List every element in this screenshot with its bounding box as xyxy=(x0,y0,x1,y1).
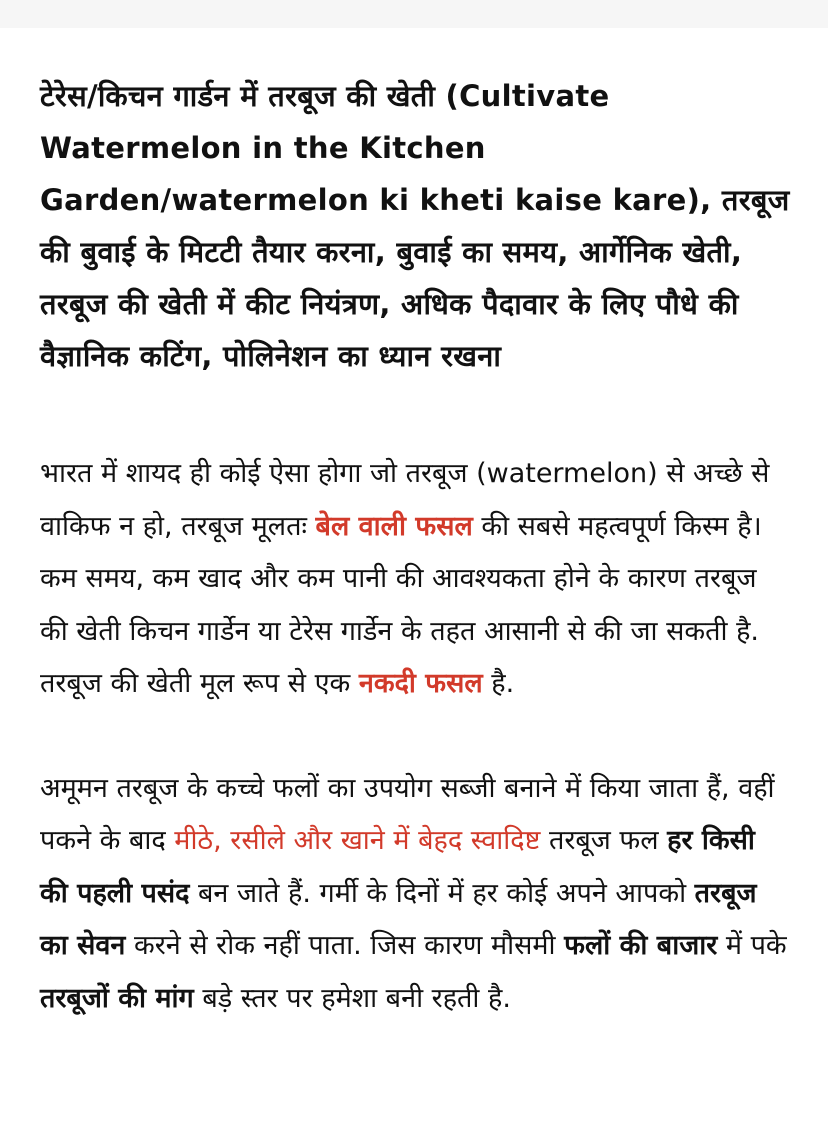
p2-text-1: अमूमन तरबूज के कच्चे फलों का उपयोग सब्जी बनाने में किया जाता हैं, वहीं पकने के बाद xyxy=(40,772,775,856)
p1-text-1: भारत में शायद ही कोई ऐसा होगा जो तरबूज (watermelon) से अच्छे से वाकिफ न हो, तरबूज मूलतः xyxy=(40,458,770,542)
top-strip xyxy=(0,0,828,28)
p2-text-5: में पके xyxy=(717,930,787,961)
intro-paragraph xyxy=(40,448,792,711)
p2-text-6: बड़े स्तर पर हमेशा बनी रहती है. xyxy=(193,982,511,1014)
bold-pehli-pasand: हर किसी की पहली पसंद xyxy=(40,825,755,909)
p2-text-4: करने से रोक नहीं पाता. जिस कारण मौसमी xyxy=(125,930,565,961)
p1-text-2: की सबसे महत्वपूर्ण किस्म है। कम समय, कम खाद और कम पानी की आवश्यकता होने के कारण तरबूज की खेती किचन गार्डेन या टेरेस गार्डेन के तहत आसानी से की जा सकती है. तरबूज की खेती मूल रूप से एक xyxy=(40,510,762,699)
p2-text-2: तरबूज फल xyxy=(540,825,668,856)
p1-text-3: है. xyxy=(482,668,515,699)
p2-text-3: बन जाते हैं. गर्मी के दिनों में हर कोई अपने आपको xyxy=(189,877,695,909)
bold-tarboojon-ki-maang: तरबूजों की मांग xyxy=(40,982,194,1014)
bold-phalon-ki-bazaar: फलों की बाजार xyxy=(564,930,718,961)
bold-tarbooj-ka-sevan: तरबूज का सेवन xyxy=(40,877,757,961)
highlight-bel-wali-fasal: बेल वाली फसल xyxy=(315,510,473,542)
second-paragraph xyxy=(40,763,792,1026)
article-heading: टेरेस/किचन गार्डन में तरबूज की खेती (Cultivate Watermelon in the Kitchen Garden/watermelon ki kheti kaise kare), तरबूज की बुवाई के मिटटी तैयार करना, बुवाई का समय, आर्गेनिक खेती, तरबूज की खेती में कीट नियंत्रण, अधिक पैदावार के लिए पौधे की वैज्ञानिक कटिंग, पोलिनेशन का ध्यान रखना xyxy=(40,79,790,373)
highlight-meethe-raseele: मीठे, रसीले और खाने में बेहद स्वादिष्ट xyxy=(174,825,541,856)
article-body xyxy=(40,70,792,1025)
highlight-nakdi-fasal: नकदी फसल xyxy=(358,668,483,699)
